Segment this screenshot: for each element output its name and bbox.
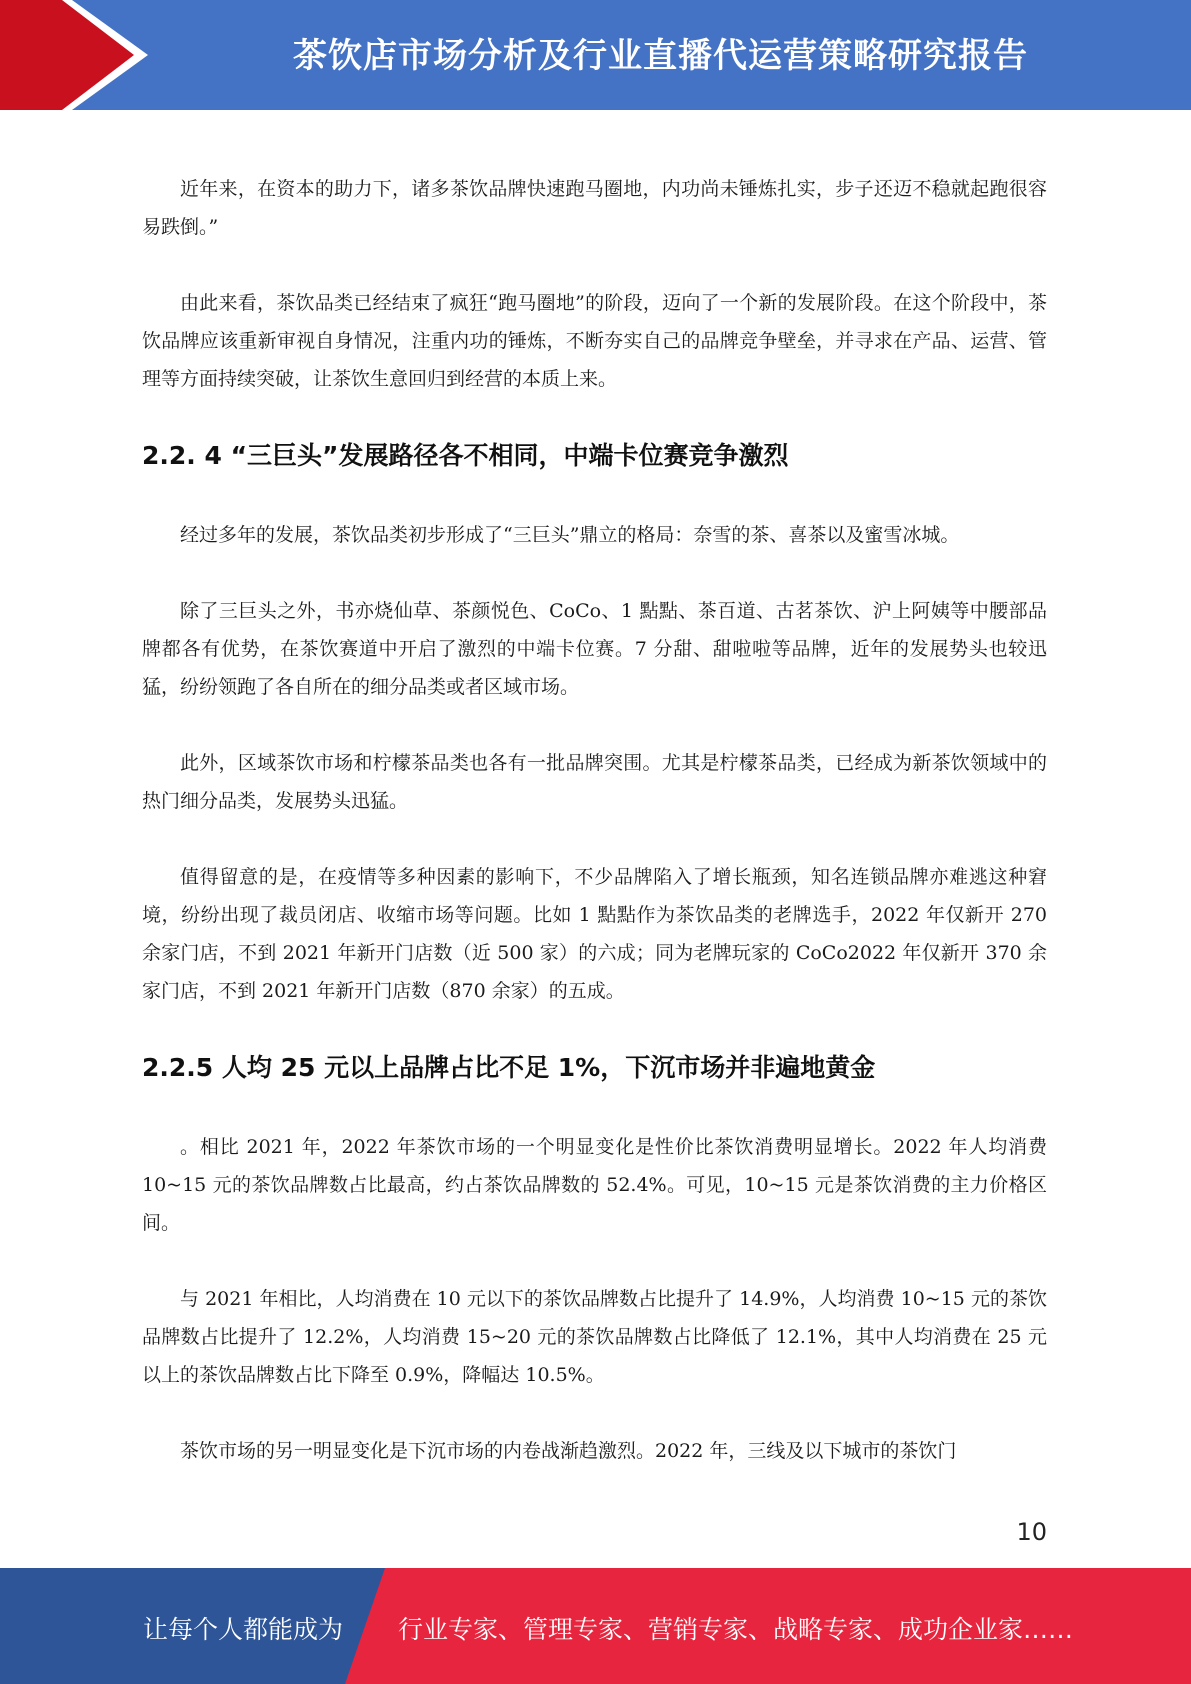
page-header bbox=[0, 0, 1191, 110]
paragraph: 由此来看，茶饮品类已经结束了疯狂“跑马圈地”的阶段，迈向了一个新的发展阶段。在这个阶段中，茶饮品牌应该重新审视自身情况，注重内功的锤炼，不断夯实自己的品牌竞争壁垒，并寻求在产品、运营、管理等方面持续突破，让茶饮生意回归到经营的本质上来。 bbox=[142, 292, 1047, 390]
page-number: 10 bbox=[1016, 1518, 1047, 1546]
paragraph: 除了三巨头之外，书亦烧仙草、茶颜悦色、CoCo、1 點點、茶百道、古茗茶饮、沪上阿姨等中腰部品牌都各有优势，在茶饮赛道中开启了激烈的中端卡位赛。7 分甜、甜啦啦等品牌，近年的发展势头也较迅猛，纷纷领跑了各自所在的细分品类或者区域市场。 bbox=[142, 600, 1047, 698]
paragraph: 茶饮市场的另一明显变化是下沉市场的内卷战渐趋激烈。2022 年，三线及以下城市的茶饮门 bbox=[180, 1440, 957, 1462]
footer-slogan-right: 行业专家、管理专家、营销专家、战略专家、成功企业家…… bbox=[398, 1615, 1074, 1644]
footer-slogan-left: 让每个人都能成为 bbox=[143, 1615, 344, 1644]
paragraph: 值得留意的是，在疫情等多种因素的影响下，不少品牌陷入了增长瓶颈，知名连锁品牌亦难逃这种窘境，纷纷出现了裁员闭店、收缩市场等问题。比如 1 點點作为茶饮品类的老牌选手，2022 年仅新开 270 余家门店，不到 2021 年新开门店数（近 500 家）的六成；同为老牌玩家的 CoCo2022 年仅新开 370 余家门店，不到 2021 年新开门店数（870 余家）的五成。 bbox=[142, 866, 1047, 1002]
paragraph: 与 2021 年相比，人均消费在 10 元以下的茶饮品牌数占比提升了 14.9%，人均消费 10~15 元的茶饮品牌数占比提升了 12.2%，人均消费 15~20 元的茶饮品牌数占比降低了 12.1%，其中人均消费在 25 元以上的茶饮品牌数占比下降至 0.9%，降幅达 10.5%。 bbox=[142, 1288, 1047, 1386]
paragraph: 。相比 2021 年，2022 年茶饮市场的一个明显变化是性价比茶饮消费明显增长。2022 年人均消费 10~15 元的茶饮品牌数占比最高，约占茶饮品牌数的 52.4%。可见，10~15 元是茶饮消费的主力价格区间。 bbox=[142, 1136, 1047, 1234]
paragraph: 经过多年的发展，茶饮品类初步形成了“三巨头”鼎立的格局：奈雪的茶、喜茶以及蜜雪冰城。 bbox=[180, 524, 960, 546]
paragraph: 此外，区域茶饮市场和柠檬茶品类也各有一批品牌突围。尤其是柠檬茶品类，已经成为新茶饮领域中的热门细分品类，发展势头迅猛。 bbox=[142, 752, 1047, 812]
paragraph: 近年来，在资本的助力下，诸多茶饮品牌快速跑马圈地，内功尚未锤炼扎实，步子还迈不稳就起跑很容易跌倒。” bbox=[142, 178, 1047, 238]
report-title: 茶饮店市场分析及行业直播代运营策略研究报告 bbox=[293, 36, 1028, 76]
section-heading: 2.2. 4 “三巨头”发展路径各不相同，中端卡位赛竞争激烈 bbox=[142, 441, 789, 470]
page-content bbox=[142, 170, 1047, 1508]
page-footer bbox=[0, 1568, 1191, 1684]
section-heading: 2.2.5 人均 25 元以上品牌占比不足 1%，下沉市场并非遍地黄金 bbox=[142, 1053, 876, 1082]
